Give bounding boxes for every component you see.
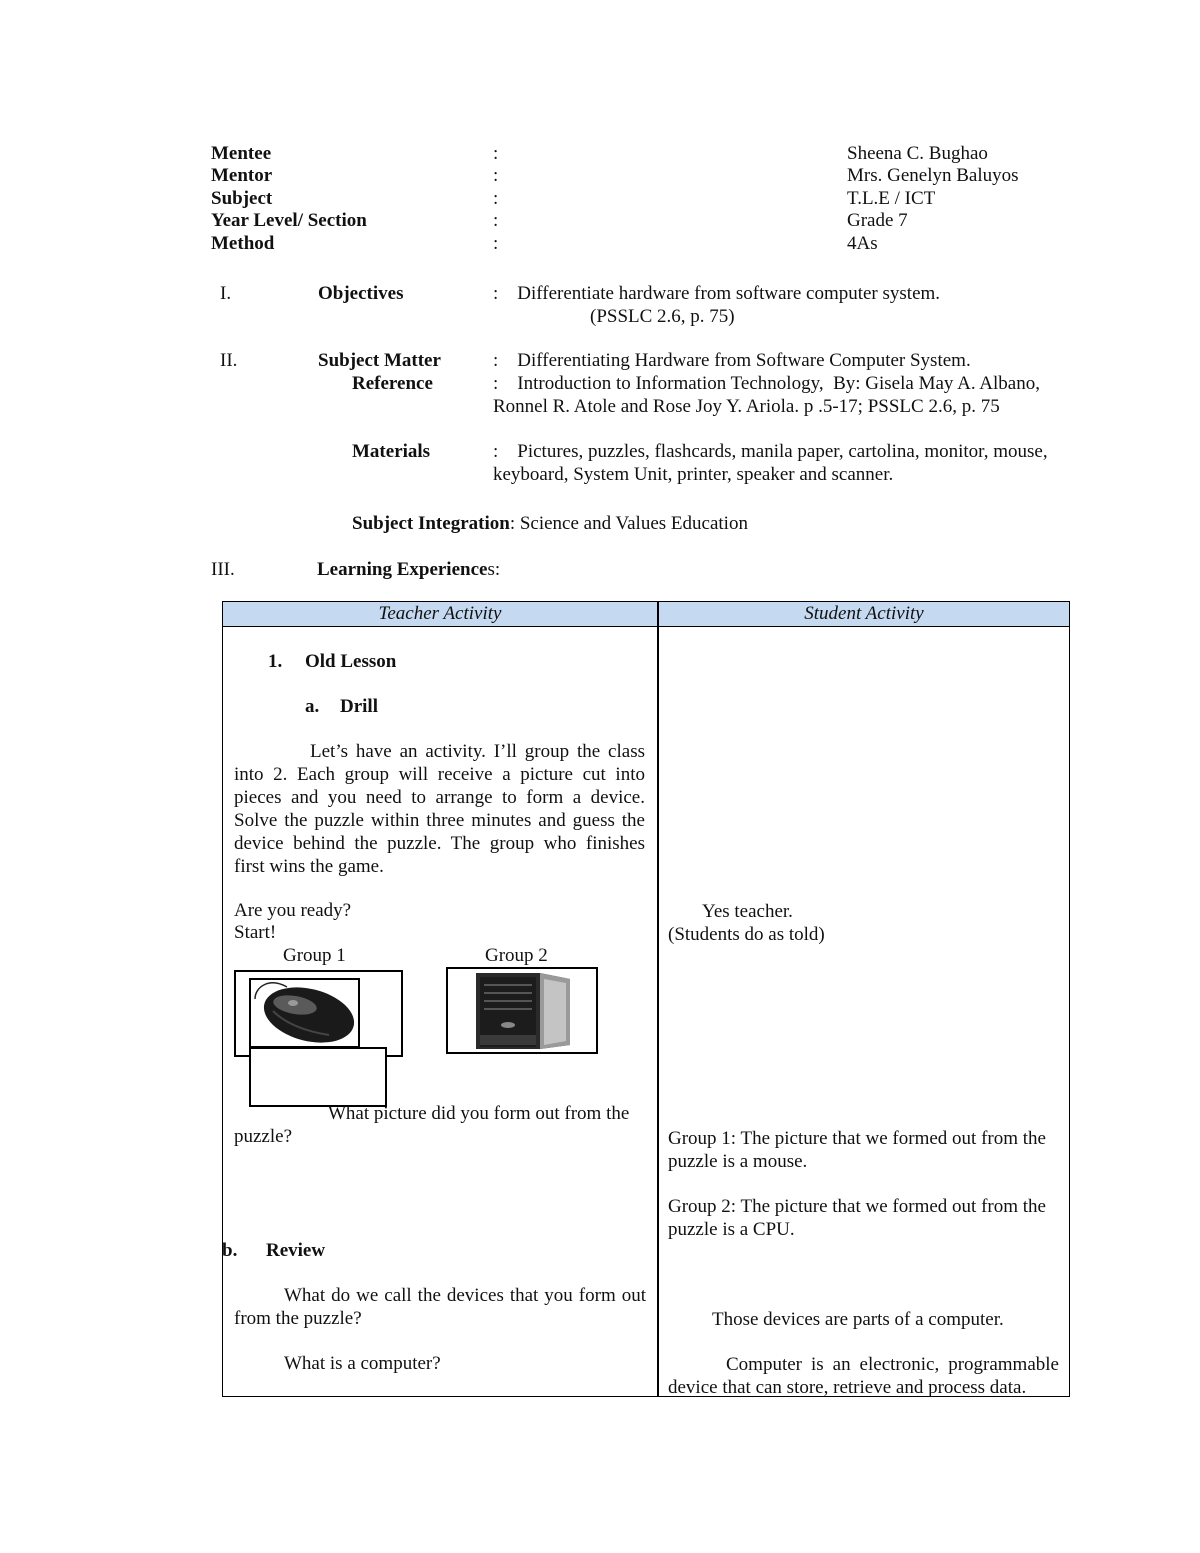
info-value-mentee: Sheena C. Bughao <box>847 143 988 164</box>
subject-matter-text: : Differentiating Hardware from Software Computer System. <box>493 350 971 371</box>
learning-numeral: III. <box>211 559 235 580</box>
info-label-year-level: Year Level/ Section <box>211 210 367 231</box>
learning-heading <box>317 558 500 581</box>
materials-label: Materials <box>352 441 431 462</box>
group1-puzzle-piece-lower <box>249 1047 387 1107</box>
subject-matter-heading: Subject Matter <box>318 350 441 371</box>
question-devices: What do we call the devices that you form out from the puzzle? <box>234 1285 646 1329</box>
integration-text: : Science and Values Education <box>509 513 748 534</box>
answer-group1: Group 1: The picture that we formed out from the puzzle is a mouse. <box>668 1128 1046 1172</box>
info-colon-mentee: : <box>493 143 499 164</box>
old-lesson-heading: Old Lesson <box>305 651 397 672</box>
info-colon-mentor: : <box>493 165 499 186</box>
info-label-mentor: Mentor <box>211 165 273 186</box>
materials-text: : Pictures, puzzles, flashcards, manila paper, cartolina, monitor, mouse, keyboard, System Unit, printer, speaker and scanner. <box>493 441 1053 485</box>
info-value-method: 4As <box>847 233 878 254</box>
objectives-text: : Differentiate hardware from software computer system. <box>493 283 941 304</box>
drill-letter: a. <box>305 696 320 717</box>
objectives-reference: (PSSLC 2.6, p. 75) <box>590 306 735 327</box>
group2-label: Group 2 <box>485 945 548 966</box>
mouse-icon <box>251 981 357 1045</box>
subject-integration <box>352 512 748 535</box>
drill-heading: Drill <box>340 696 378 717</box>
reference-text: : Introduction to Information Technology, By: Gisela May A. Albano, Ronnel R. Atole and Rose Joy Y. Ariola. p .5-17; PSSLC 2.6, p. 75 <box>493 373 1045 417</box>
question-picture-line2: puzzle? <box>234 1126 293 1147</box>
review-letter: b. <box>222 1240 238 1261</box>
answer-computer-definition: Computer is an electronic, programmable device that can store, retrieve and process data. <box>668 1354 1059 1398</box>
drill-instructions: Let’s have an activity. I’ll group the class into 2. Each group will receive a picture cut into pieces and you need to arrange to form a device. Solve the puzzle within three minutes and guess the device behind the puzzle. The group who finishes first wins the game. <box>234 741 645 877</box>
objectives-heading: Objectives <box>318 283 404 304</box>
old-lesson-number: 1. <box>268 651 283 672</box>
info-label-method: Method <box>211 233 275 254</box>
answer-parts-of-computer: Those devices are parts of a computer. <box>712 1309 1004 1330</box>
info-label-mentee: Mentee <box>211 143 272 164</box>
learning-label-suffix: s: <box>487 559 501 580</box>
integration-label: Subject Integration <box>352 513 510 534</box>
info-value-subject: T.L.E / ICT <box>847 188 936 209</box>
answer-students-do-as-told: (Students do as told) <box>668 924 825 945</box>
ready-question: Are you ready? <box>234 900 352 921</box>
info-value-year-level: Grade 7 <box>847 210 908 231</box>
answer-group2: Group 2: The picture that we formed out from the puzzle is a CPU. <box>668 1196 1046 1240</box>
teacher-activity-header: Teacher Activity <box>378 603 502 624</box>
mouse-image <box>251 981 357 1045</box>
reference-label: Reference <box>352 373 433 394</box>
info-colon-subject: : <box>493 188 499 209</box>
review-heading: Review <box>266 1240 326 1261</box>
question-computer: What is a computer? <box>284 1353 441 1374</box>
start-text: Start! <box>234 922 277 943</box>
answer-yes-teacher: Yes teacher. <box>702 901 793 922</box>
question-picture-line1: What picture did you form out from the <box>328 1103 630 1124</box>
student-activity-header: Student Activity <box>804 603 924 624</box>
computer-tower-icon <box>470 969 574 1051</box>
column-divider <box>657 602 659 1396</box>
group1-label: Group 1 <box>283 945 346 966</box>
info-label-subject: Subject <box>211 188 273 209</box>
learning-label: Learning Experience <box>317 559 488 580</box>
info-value-mentor: Mrs. Genelyn Baluyos <box>847 165 1019 186</box>
info-colon-year-level: : <box>493 210 499 231</box>
subject-matter-numeral: II. <box>220 350 238 371</box>
info-colon-method: : <box>493 233 499 254</box>
cpu-image <box>470 969 574 1051</box>
objectives-numeral: I. <box>220 283 232 304</box>
